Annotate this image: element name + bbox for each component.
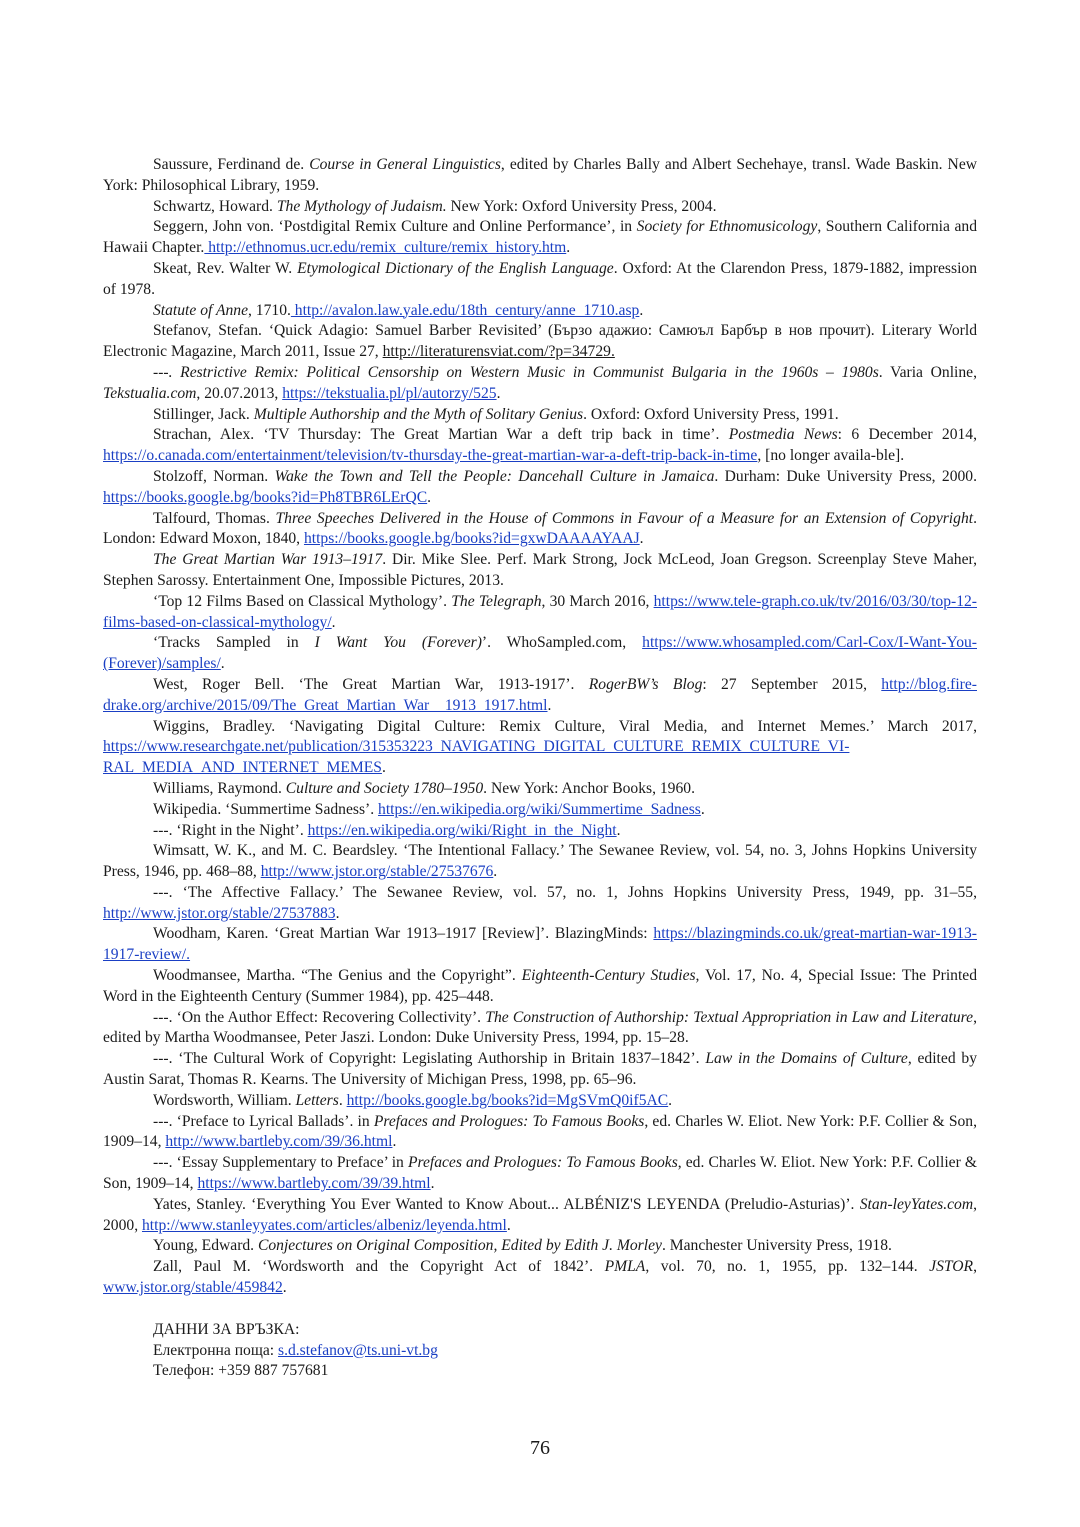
reference-text: , 2000, [103, 1195, 977, 1234]
reference-text: . [639, 301, 644, 319]
page-number: 76 [530, 1437, 550, 1459]
reference-title: The Telegraph [451, 592, 542, 610]
reference-title: Stan-leyYates.com [859, 1195, 974, 1213]
reference-entry [103, 363, 977, 405]
reference-text: , 30 March 2016, [541, 592, 654, 610]
reference-entry [103, 1257, 977, 1299]
reference-text: , edited by Martha Woodmansee, Peter Jaszi. London: Duke University Press, 1994, pp. 15–28. [103, 1008, 977, 1047]
reference-entry [103, 592, 977, 634]
reference-title: Eighteenth-Century Studies, [521, 967, 700, 985]
reference-title: The Mythology of Judaism. [276, 197, 447, 215]
reference-text: . [496, 384, 501, 402]
reference-text: Young, Edward. [153, 1237, 258, 1255]
reference-link[interactable]: https://www.bartleby.com/39/39.html [197, 1175, 431, 1193]
reference-title: The Great Martian War 1913–1917 [153, 551, 383, 569]
contact-heading: ДАННИ ЗА ВРЪЗКА: [153, 1320, 300, 1338]
reference-text: . [493, 863, 498, 881]
reference-entry [103, 405, 977, 426]
reference-text: West, Roger Bell. ‘The Great Martian War, 1913-1917’. [153, 675, 589, 693]
reference-text: : 27 September 2015, [702, 675, 882, 693]
reference-text: ‘Tracks Sampled in [153, 634, 315, 652]
reference-link[interactable]: https://books.google.bg/books?id=Ph8TBR6LErQC [103, 488, 428, 506]
reference-text: . Manchester University Press, 1918. [661, 1237, 892, 1255]
reference-text: Yates, Stanley. ‘Everything You Ever Wanted to Know About... ALBÉNIZ'S LEYENDA (Preludio-Asturias)’. [153, 1195, 860, 1213]
reference-text: Strachan, Alex. ‘TV Thursday: The Great Martian War a deft trip back in time’. [153, 426, 729, 444]
reference-entry [103, 259, 977, 301]
reference-title: Restrictive Remix: Political Censorship on Western Music in Communist Bulgaria in the 1960s – 1980s [180, 363, 879, 381]
reference-entry [103, 717, 977, 779]
reference-title: Conjectures on Original Composition, Edited by Edith J. Morley [257, 1237, 662, 1255]
contact-phone: Телефон: +359 887 757681 [153, 1362, 329, 1380]
reference-entry [103, 217, 977, 259]
reference-link[interactable]: https://en.wikipedia.org/wiki/Summertime_Sadness [378, 800, 701, 818]
reference-text: ’. WhoSampled.com, [481, 634, 643, 652]
reference-title: Prefaces and Prologues: To Famous Books [407, 1154, 678, 1172]
reference-link[interactable]: https://blazingminds.co.uk/great-martian-war-1913-1917-review/. [103, 925, 977, 964]
reference-title: Statute of Anne [153, 301, 248, 319]
reference-link[interactable]: https://www.researchgate.net/publication/315353223_NAVIGATING_DIGITAL_CULTURE_REMIX_CULTURE_VI-RAL_MEDIA_AND_INTERNET_MEMES [103, 738, 850, 777]
reference-entry [103, 779, 977, 800]
reference-entry [103, 1008, 977, 1050]
reference-text: . Durham: Duke University Press, 2000. [714, 467, 978, 485]
reference-entry [103, 821, 977, 842]
reference-text: . [381, 759, 386, 777]
reference-text: , [no longer availa-ble]. [757, 447, 905, 465]
reference-link[interactable]: https://www.whosampled.com/Carl-Cox/I-Want-You-(Forever)/samples/ [103, 634, 977, 673]
reference-text: , ed. Charles W. Eliot. New York: P.F. Collier & Son, 1909–14, [103, 1154, 977, 1193]
reference-text: . [392, 1133, 397, 1151]
reference-entry [103, 301, 977, 322]
reference-entry [103, 1112, 977, 1154]
reference-text: . [427, 488, 432, 506]
reference-link[interactable]: http://books.google.bg/books?id=MgSVmQ0if5AC [346, 1091, 669, 1109]
reference-title: I Want You (Forever) [314, 634, 482, 652]
reference-text: Stolzoff, Norman. [153, 467, 275, 485]
reference-text: ---. ‘Preface to Lyrical Ballads’. in [153, 1112, 374, 1130]
reference-text: ---. ‘Essay Supplementary to Preface’ in [153, 1154, 408, 1172]
reference-link[interactable]: https://en.wikipedia.org/wiki/Right_in_the_Night [307, 821, 617, 839]
reference-text: Zall, Paul M. ‘Wordsworth and the Copyright Act of 1842’. [153, 1258, 605, 1276]
reference-link[interactable]: http://ethnomus.ucr.edu/remix_culture/remix_history.htm [204, 239, 567, 257]
reference-title: The Construction of Authorship: Textual Appropriation in Law and Literature [485, 1008, 974, 1026]
reference-text: . [547, 696, 552, 714]
reference-text: , [973, 1258, 977, 1276]
reference-text: Wiggins, Bradley. ‘Navigating Digital Culture: Remix Culture, Viral Media, and Internet Memes.’ March 2017, [153, 717, 977, 735]
reference-text: , edited by Austin Sarat, Thomas R. Kearns. The University of Michigan Press, 1998, pp. 65–96. [103, 1050, 977, 1089]
reference-text: Wordsworth, William. [153, 1091, 296, 1109]
reference-title: Culture and Society 1780–1950 [285, 779, 484, 797]
reference-text: ---. ‘On the Author Effect: Recovering Collectivity’. [153, 1008, 486, 1026]
reference-text: , Southern California and Hawaii Chapter. [103, 218, 977, 257]
reference-title: ---. [153, 363, 181, 381]
reference-title: Letters [295, 1091, 339, 1109]
reference-text: Woodham, Karen. ‘Great Martian War 1913–1917 [Review]’. BlazingMinds: [153, 925, 654, 943]
reference-link[interactable]: http://blog.fire-drake.org/archive/2015/09/The_Great_Martian_War__1913_1917.html [103, 675, 977, 714]
reference-text: ---. ‘The Affective Fallacy.’ The Sewanee Review, vol. 57, no. 1, Johns Hopkins University Press, 1949, pp. 31–55, [153, 883, 977, 901]
reference-entry [103, 633, 977, 675]
reference-entry [103, 966, 977, 1008]
reference-link[interactable]: https://www.tele-graph.co.uk/tv/2016/03/30/top-12-films-based-on-classical-mythology/ [103, 592, 977, 631]
reference-title: Law in the Domains of Culture [705, 1050, 908, 1068]
reference-text: . [335, 904, 340, 922]
reference-text: Stefanov, Stefan. ‘Quick Adagio: Samuel Barber Revisited’ (Бързо адажио: Самюъл Барбър в нов прочит). Literary World Electronic Magazine, March 2011, Issue 27, [103, 322, 977, 361]
reference-text: Stillinger, Jack. [153, 405, 254, 423]
reference-entry [103, 467, 977, 509]
reference-entry [103, 550, 977, 592]
reference-entry [103, 924, 977, 966]
reference-text: . [282, 1279, 287, 1297]
reference-entry [103, 1236, 977, 1257]
reference-entry [103, 1153, 977, 1195]
reference-title: Prefaces and Prologues: To Famous Books [373, 1112, 645, 1130]
reference-link[interactable]: https://books.google.bg/books?id=gxwDAAAAYAAJ [303, 530, 640, 548]
reference-text: Schwartz, Howard. [153, 197, 277, 215]
reference-entry [103, 1049, 977, 1091]
reference-text: ‘Top 12 Films Based on Classical Mythology’. [153, 592, 452, 610]
reference-entry [103, 883, 977, 925]
reference-text: Wikipedia. ‘Summertime Sadness’. [153, 800, 379, 818]
reference-text: Saussure, Ferdinand de. [153, 156, 310, 173]
reference-entry [103, 841, 977, 883]
reference-title: Three Speeches Delivered in the House of Commons in Favour of a Measure for an Extension of Copyright [275, 509, 974, 527]
reference-text: , edited by Charles Bally and Albert Sechehaye, transl. Wade Baskin. New York: Philosophical Library, 1959. [103, 156, 977, 194]
reference-text: ---. ‘The Cultural Work of Copyright: Legislating Authorship in Britain 1837–1842’. [153, 1050, 706, 1068]
reference-title: Course in General Linguistics [309, 156, 501, 173]
email-link[interactable]: s.d.stefanov@ts.uni-vt.bg [278, 1341, 438, 1359]
reference-link[interactable]: http://literaturensviat.com/?p=34729. [382, 343, 615, 361]
reference-text: . [616, 821, 621, 839]
reference-text: . [639, 530, 644, 548]
reference-entry [103, 800, 977, 821]
reference-link[interactable]: http://avalon.law.yale.edu/18th_century/anne_1710.asp [290, 301, 640, 319]
reference-text: Skeat, Rev. Walter W. [153, 259, 298, 277]
reference-title: RogerBW’s Blog [588, 675, 703, 693]
reference-entry [103, 155, 977, 197]
reference-text: . London: Edward Moxon, 1840, [103, 509, 977, 548]
reference-text: . Varia Online, [878, 363, 978, 381]
reference-text: Woodmansee, Martha. “The Genius and the Copyright”. [153, 967, 522, 985]
reference-text: . [566, 239, 571, 257]
reference-text: . New York: Anchor Books, 1960. [483, 779, 695, 797]
reference-entry [103, 675, 977, 717]
reference-link[interactable]: http://www.stanleyyates.com/articles/albeniz/leyenda.html [141, 1216, 507, 1234]
reference-text: . [430, 1175, 435, 1193]
reference-link[interactable]: https://o.canada.com/entertainment/television/tv-thursday-the-great-martian-war-a-deft-trip-back-in-time [103, 447, 758, 465]
reference-entry [103, 321, 977, 363]
reference-text: . [338, 1091, 347, 1109]
reference-text: Williams, Raymond. [153, 779, 286, 797]
reference-entry [103, 509, 977, 551]
contact-email-line [153, 1341, 977, 1362]
reference-text: . [220, 655, 225, 673]
reference-text: , ed. Charles W. Eliot. New York: P.F. Collier & Son, 1909–14, [103, 1112, 977, 1151]
reference-link[interactable]: http://www.jstor.org/stable/27537676 [260, 863, 494, 881]
reference-text: , vol. 70, no. 1, 1955, pp. 132–144. [645, 1258, 930, 1276]
reference-text: . [700, 800, 705, 818]
reference-title: Wake the Town and Tell the People: Dancehall Culture in Jamaica [274, 467, 715, 485]
reference-title: JSTOR [929, 1258, 974, 1276]
reference-title: Etymological Dictionary of the English Language [297, 259, 614, 277]
reference-link[interactable]: https://tekstualia.pl/pl/autorzy/525 [282, 384, 497, 402]
reference-entry [103, 197, 977, 218]
reference-text: . [668, 1091, 673, 1109]
reference-entry [103, 425, 977, 467]
reference-text: Wimsatt, W. K., and M. C. Beardsley. ‘The Intentional Fallacy.’ The Sewanee Review, vol. 54, no. 3, Johns Hopkins University Press, 1946, pp. 468–88, [103, 842, 977, 881]
document-page [103, 155, 977, 1382]
reference-text: . Dir. Mike Slee. Perf. Mark Strong, Jock McLeod, Joan Gregson. Screenplay Steve Maher, Stephen Sarossy. Entertainment One, Impossible Pictures, 2013. [103, 551, 977, 589]
reference-link[interactable]: http://www.bartleby.com/39/36.html [165, 1133, 393, 1151]
reference-text: New York: Oxford University Press, 2004. [446, 197, 717, 215]
reference-text: . [331, 613, 336, 631]
reference-text: . Oxford: Oxford University Press, 1991. [583, 405, 839, 423]
reference-link[interactable]: http://www.jstor.org/stable/27537883 [103, 904, 336, 922]
reference-text: . [506, 1216, 511, 1234]
reference-text: , 20.07.2013, [196, 384, 283, 402]
reference-title: Society for Ethnomusicology [636, 218, 818, 236]
reference-link[interactable]: www.jstor.org/stable/459842 [103, 1279, 283, 1297]
reference-title: Postmedia News [728, 426, 838, 444]
reference-text: ---. ‘Right in the Night’. [153, 821, 308, 839]
reference-text: : 6 December 2014, [837, 426, 977, 444]
reference-title: Multiple Authorship and the Myth of Solitary Genius [253, 405, 584, 423]
reference-title: PMLA [604, 1258, 646, 1276]
contact-block [103, 1320, 977, 1382]
references-list [103, 155, 977, 1299]
reference-entry [103, 1091, 977, 1112]
reference-text: Vol. 17, No. 4, Special Issue: The Printed Word in the Eighteenth Century (Summer 1984), pp. 425–448. [103, 967, 977, 1005]
reference-text: Talfourd, Thomas. [153, 509, 276, 527]
reference-entry [103, 1195, 977, 1237]
reference-text: Seggern, John von. ‘Postdigital Remix Culture and Online Performance’, in [153, 218, 637, 236]
reference-text: , 1710. [248, 301, 291, 319]
reference-title: Tekstualia.com [103, 384, 197, 402]
email-label: Електронна поща: [153, 1341, 279, 1359]
reference-text: . Oxford: At the Clarendon Press, 1879-1882, impression of 1978. [103, 259, 977, 298]
